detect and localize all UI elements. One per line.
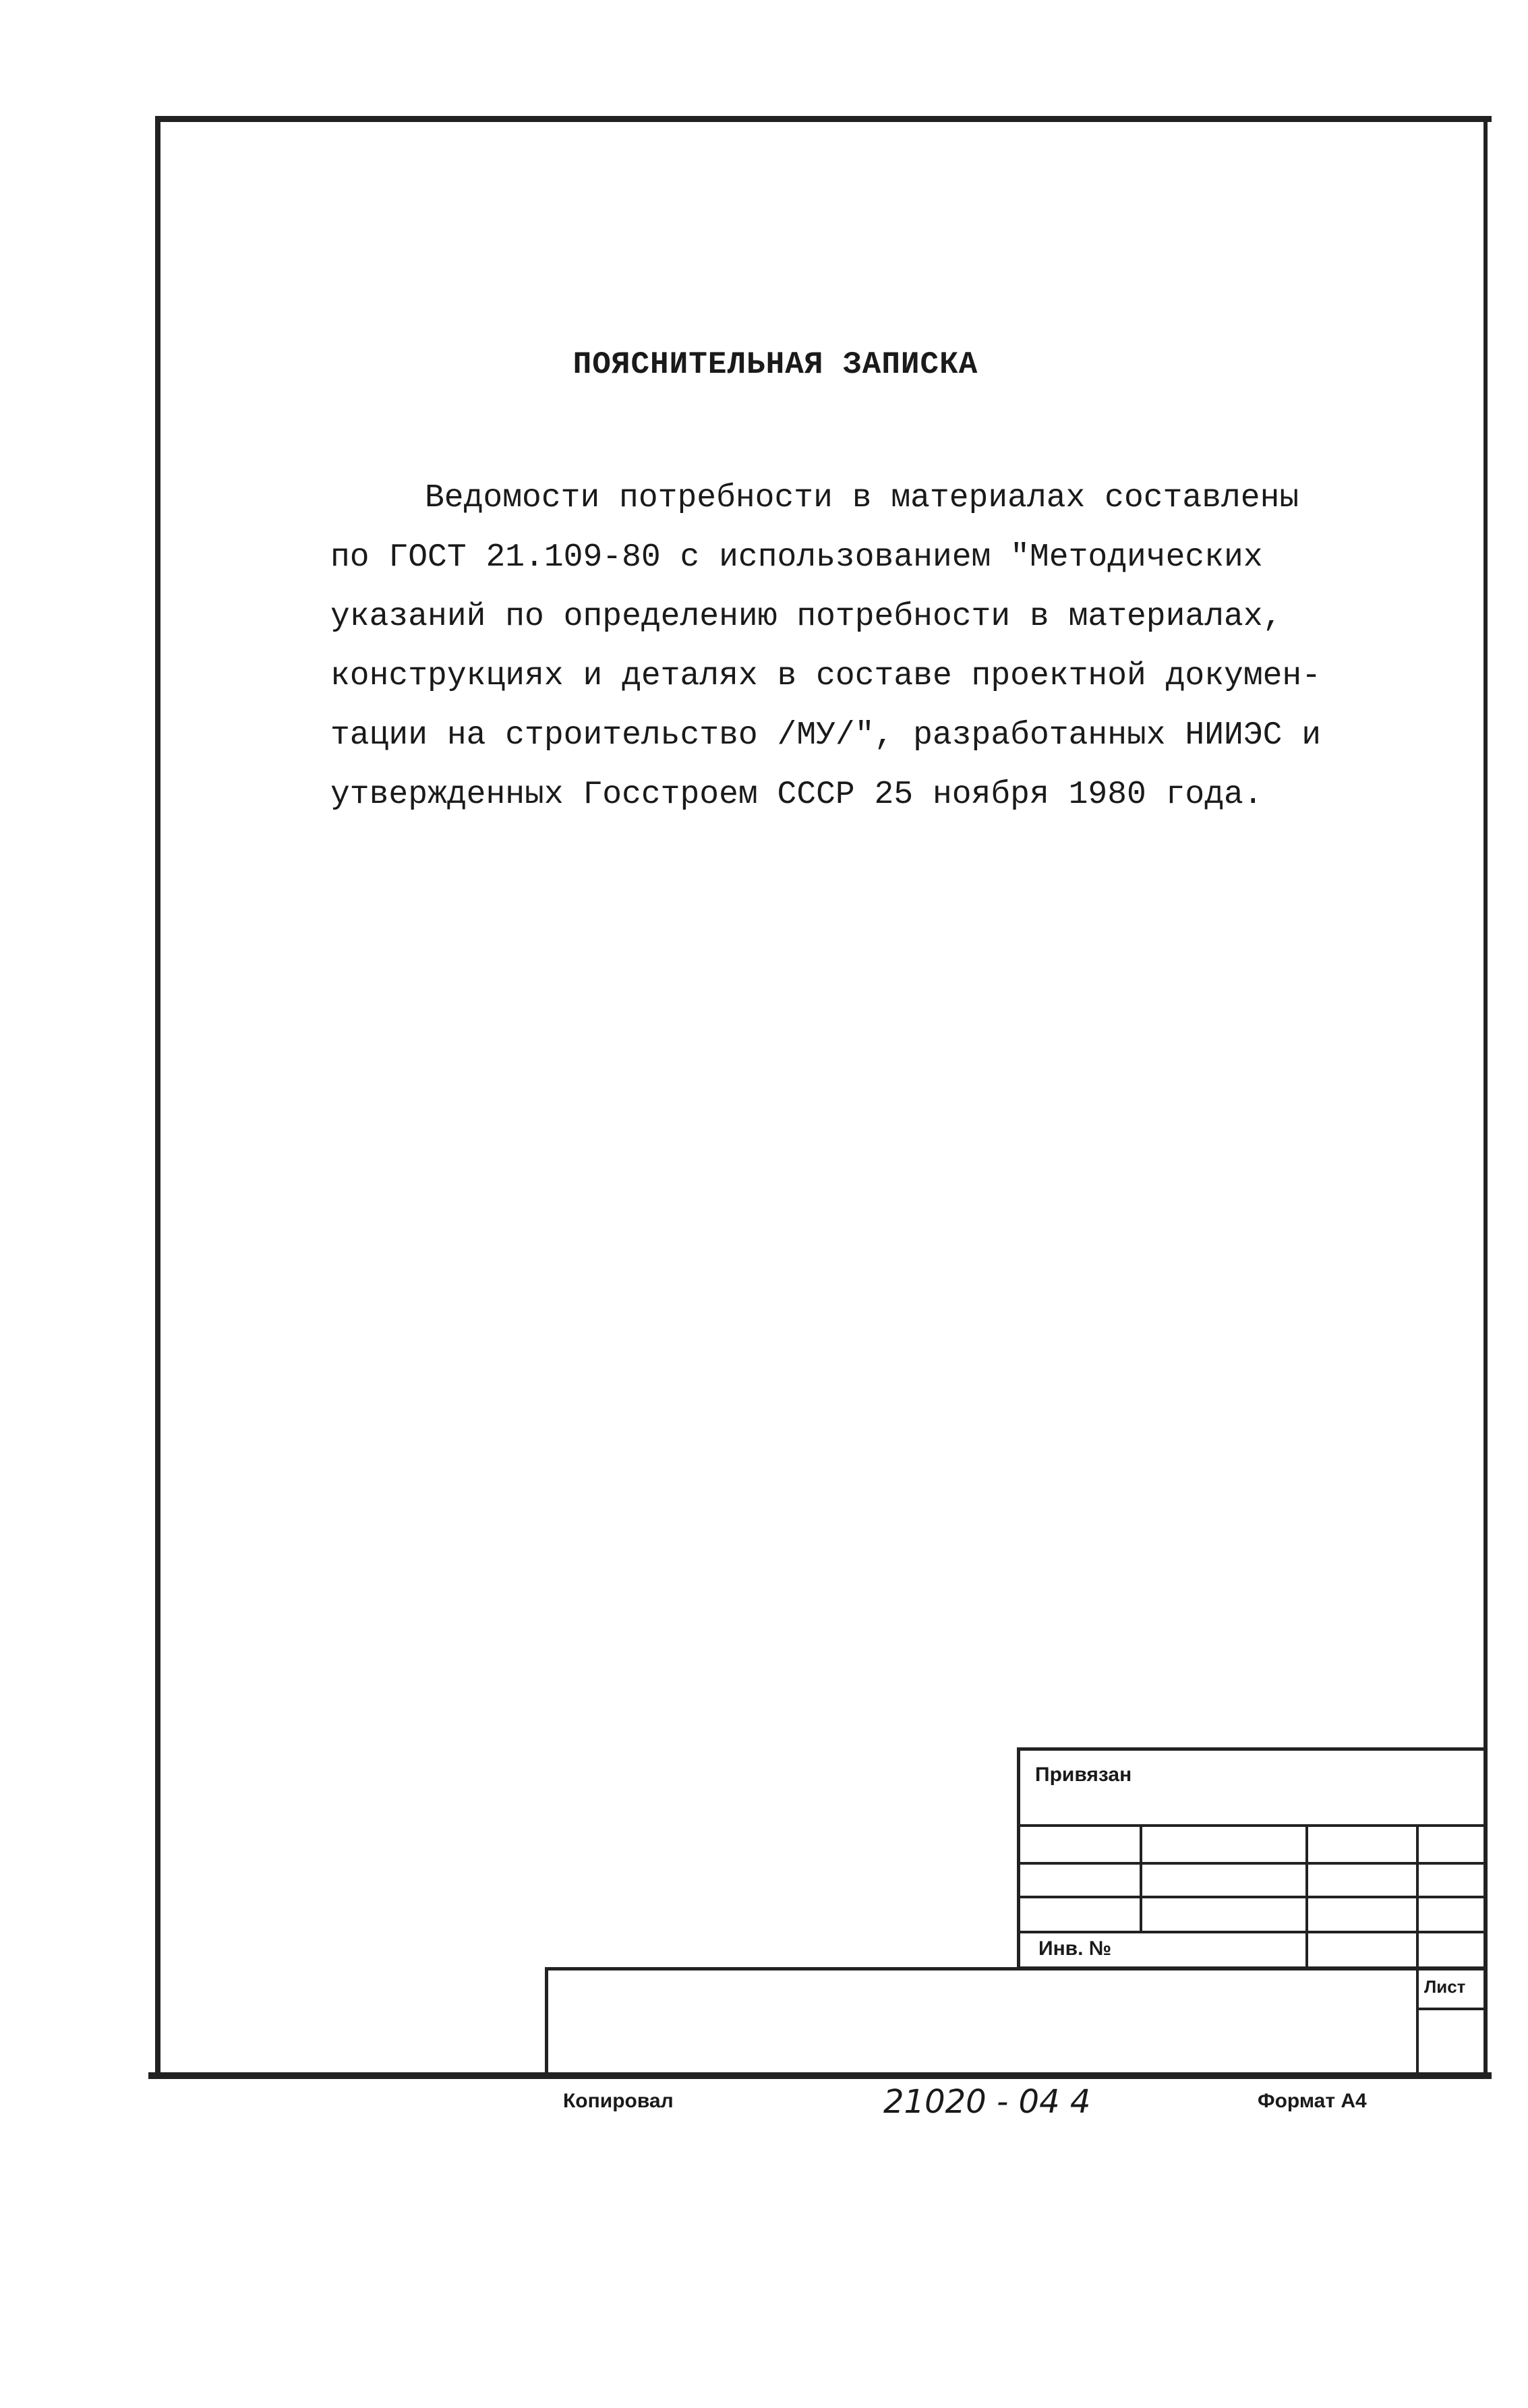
stamp-col-divider — [1416, 1824, 1419, 1970]
document-code: 21020 - 04 4 — [883, 2083, 1091, 2121]
sheet-label: Лист — [1424, 1977, 1466, 1997]
paragraph-line: Ведомости потребности в материалах составлены — [425, 480, 1299, 516]
stamp-col-divider — [1305, 1824, 1308, 1970]
frame-left-border — [155, 116, 160, 2079]
document-title: ПОЯСНИТЕЛЬНАЯ ЗАПИСКА — [572, 347, 978, 382]
paragraph-line: тации на строительство /МУ/", разработанных НИИЭС и — [330, 717, 1322, 754]
attached-label: Привязан — [1035, 1764, 1132, 1786]
explanatory-paragraph — [330, 469, 1382, 824]
paragraph-line: конструкциях и деталях в составе проектной докумен- — [330, 658, 1322, 694]
inv-number-label: Инв. № — [1038, 1937, 1112, 1960]
frame-top-border — [155, 116, 1492, 122]
paragraph-line: по ГОСТ 21.109-80 с использованием "Методических — [330, 539, 1263, 576]
paragraph-line: утвержденных Госстроем СССР 25 ноября 1980 года. — [330, 777, 1263, 813]
stamp-col-divider — [1140, 1824, 1142, 1932]
format-label: Формат А4 — [1258, 2090, 1367, 2112]
sheet-cell-divider — [1416, 2008, 1488, 2010]
copied-by-label: Копировал — [563, 2090, 674, 2112]
paragraph-line: указаний по определению потребности в материалах, — [330, 599, 1283, 635]
title-block-divider — [1416, 1967, 1419, 2079]
title-block — [545, 1967, 1488, 2079]
